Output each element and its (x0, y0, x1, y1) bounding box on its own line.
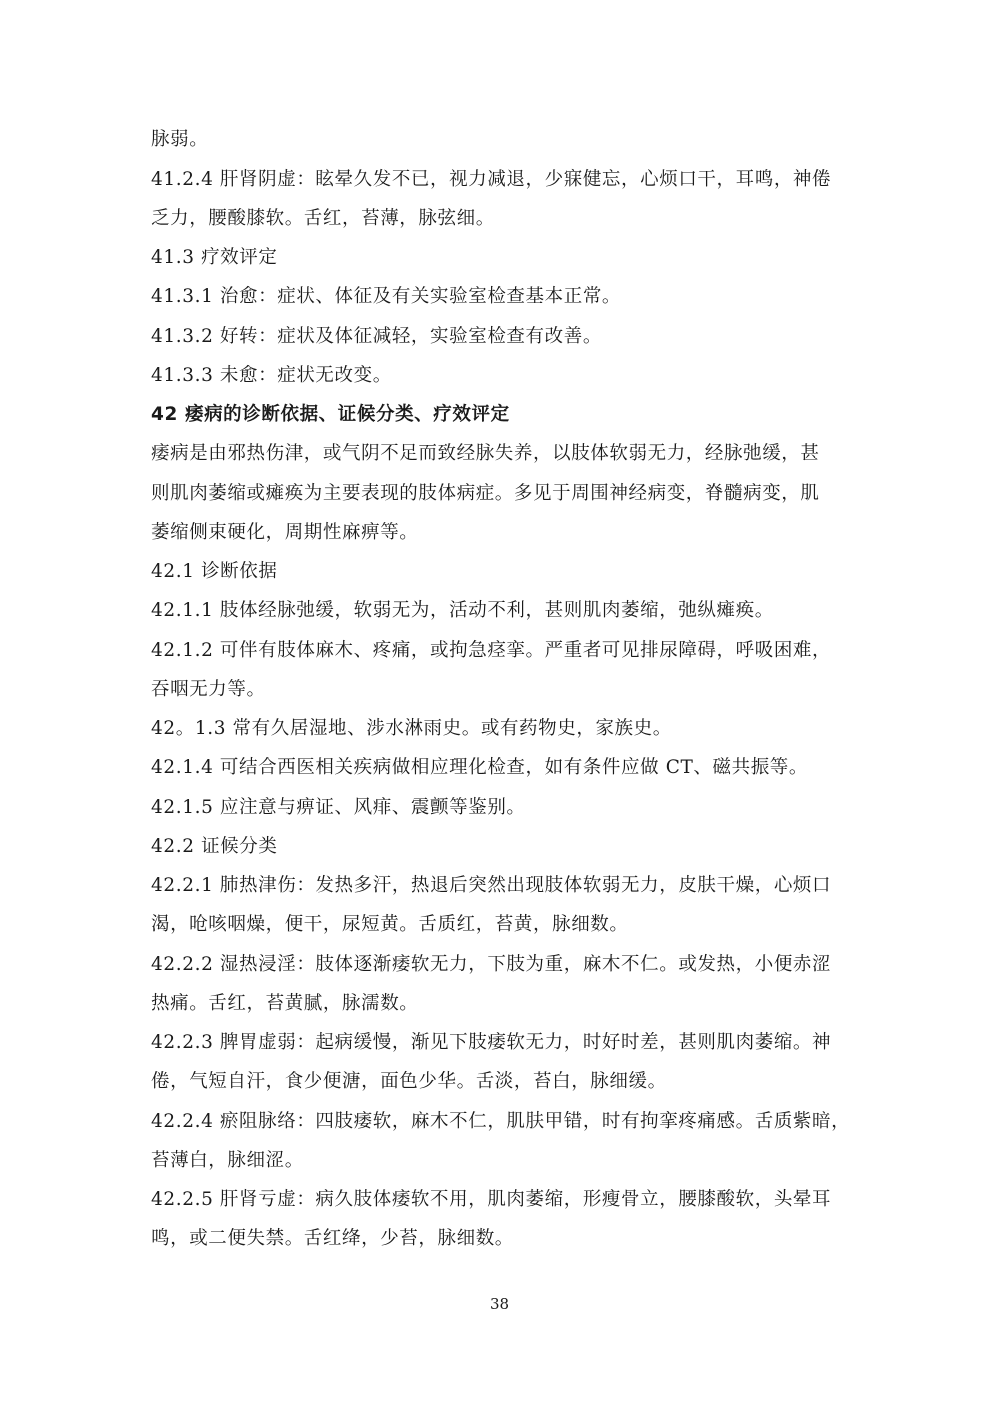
body-text-line: 脉弱。 (151, 129, 209, 150)
page-number: 38 (489, 1295, 510, 1313)
body-text-line: 萎缩侧束硬化，周期性麻痹等。 (151, 522, 419, 543)
section-subheading: 42.1 诊断依据 (151, 561, 278, 582)
body-text-line: 则肌肉萎缩或瘫痪为主要表现的肢体病症。多见于周围神经病变，脊髓病变，肌 (151, 483, 820, 504)
body-text-line: 42.2.3 脾胃虚弱：起病缓慢，渐见下肢痿软无力，时好时差，甚则肌肉萎缩。神 (151, 1032, 832, 1053)
body-text-line: 41.3.2 好转：症状及体征减轻，实验室检查有改善。 (151, 326, 602, 347)
body-text-line: 42.1.1 肢体经脉弛缓，软弱无为，活动不利，甚则肌肉萎缩，弛纵瘫痪。 (151, 600, 774, 621)
body-text-line: 42.1.5 应注意与痹证、风痱、震颤等鉴别。 (151, 797, 526, 818)
body-text-line: 痿病是由邪热伤津，或气阴不足而致经脉失养，以肢体软弱无力，经脉弛缓，甚 (151, 443, 820, 464)
body-text-line: 42.2.2 湿热浸淫：肢体逐渐痿软无力，下肢为重，麻木不仁。或发热，小便赤涩 (151, 954, 832, 975)
body-text-line: 热痛。舌红，苔黄腻，脉濡数。 (151, 993, 419, 1014)
body-text-line: 42.1.2 可伴有肢体麻木、疼痛，或拘急痉挛。严重者可见排尿障碍，呼吸困难， (151, 640, 832, 661)
section-subheading: 42.2 证候分类 (151, 836, 278, 857)
section-subheading: 41.3 疗效评定 (151, 247, 278, 268)
body-text-line: 苔薄白，脉细涩。 (151, 1150, 304, 1171)
body-text-line: 42.2.1 肺热津伤：发热多汗，热退后突然出现肢体软弱无力，皮肤干燥，心烦口 (151, 875, 832, 896)
body-text-line: 42.1.4 可结合西医相关疾病做相应理化检查，如有条件应做 CT、磁共振等。 (151, 757, 809, 778)
section-heading: 42 痿病的诊断依据、证候分类、疗效评定 (151, 404, 510, 425)
body-text-line: 倦，气短自汗，食少便溏，面色少华。舌淡，苔白，脉细缓。 (151, 1071, 667, 1092)
body-text-line: 渴，呛咳咽燥，便干，尿短黄。舌质红，苔黄，脉细数。 (151, 914, 629, 935)
body-text-line: 42.2.4 瘀阻脉络：四肢痿软，麻木不仁，肌肤甲错，时有拘挛疼痛感。舌质紫暗， (151, 1111, 851, 1132)
body-text-line: 41.2.4 肝肾阴虚：眩晕久发不已，视力减退，少寐健忘，心烦口干，耳鸣，神倦 (151, 169, 832, 190)
body-text-line: 吞咽无力等。 (151, 679, 266, 700)
body-text-line: 41.3.3 未愈：症状无改变。 (151, 365, 392, 386)
body-text-line: 41.3.1 治愈：症状、体征及有关实验室检查基本正常。 (151, 286, 622, 307)
body-text-line: 42。1.3 常有久居湿地、涉水淋雨史。或有药物史，家族史。 (151, 718, 672, 739)
body-text-line: 乏力，腰酸膝软。舌红，苔薄，脉弦细。 (151, 208, 495, 229)
body-text-line: 鸣，或二便失禁。舌红绛，少苔，脉细数。 (151, 1228, 514, 1249)
body-text-line: 42.2.5 肝肾亏虚：病久肢体痿软不用，肌肉萎缩，形瘦骨立，腰膝酸软，头晕耳 (151, 1189, 832, 1210)
